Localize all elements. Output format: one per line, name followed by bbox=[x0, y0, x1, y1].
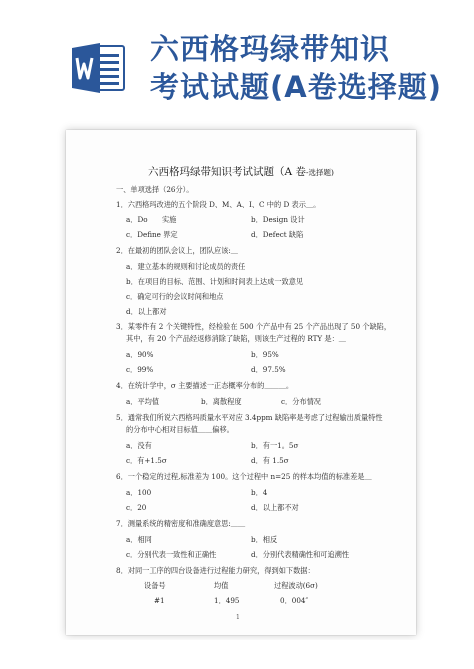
document-page bbox=[66, 130, 416, 635]
question-5-cont: 的分布中心相对目标值＿＿偏移。 bbox=[126, 425, 234, 434]
q4-option-c: c．分布情况 bbox=[281, 397, 321, 406]
q3-option-c: c．99% bbox=[126, 365, 154, 374]
q1-option-b: b．Design 设计 bbox=[251, 215, 305, 224]
q7-option-a: a．相同 bbox=[126, 535, 152, 544]
q5-option-a: a．没有 bbox=[126, 441, 152, 450]
page-number: 1 bbox=[236, 614, 240, 621]
footer-area bbox=[0, 640, 474, 669]
question-8: 8．对同一工序的四台设备进行过程能力研究，得到如下数据： bbox=[116, 566, 315, 575]
q1-option-a: a．Do 实施 bbox=[126, 215, 177, 224]
q6-option-c: c．20 bbox=[126, 503, 147, 512]
q5-option-d: d．有 1.5σ bbox=[251, 456, 289, 465]
question-7: 7．测量系统的精密度和准确度意思:＿＿ bbox=[116, 519, 246, 528]
q8-table-cell-mean: 1．495 bbox=[214, 596, 240, 605]
section-heading: 一、单项选择（26分）。 bbox=[116, 185, 194, 194]
header-banner bbox=[0, 0, 474, 130]
question-2: 2．在最初的团队会议上，团队应该:＿ bbox=[116, 246, 238, 255]
sheet-title-main: 六西格玛绿带知识考试试题（A 卷 bbox=[148, 166, 306, 178]
header-title bbox=[150, 30, 470, 106]
q8-table-header-variation: 过程波动(6σ) bbox=[274, 581, 318, 590]
q6-option-d: d．以上都不对 bbox=[251, 503, 299, 512]
q4-option-b: b．离散程度 bbox=[201, 397, 242, 406]
question-6: 6．一个稳定的过程,标准差为 100。这个过程中 n=25 的样本均值的标准差是＿ bbox=[116, 472, 372, 481]
q5-option-b: b．有一1。5σ bbox=[251, 441, 299, 450]
header-title-line2: 考试试题(A卷选择题) bbox=[150, 70, 442, 104]
q8-table-cell-variation: 0．004″ bbox=[280, 596, 309, 605]
q2-option-d: d．以上都对 bbox=[126, 307, 167, 316]
q3-option-b: b．95% bbox=[251, 350, 279, 359]
q8-table-cell-device: #1 bbox=[154, 596, 165, 605]
q1-option-d: d．Defect 缺陷 bbox=[251, 230, 304, 239]
question-3: 3．某零件有 2 个关键特性，经检验在 500 个产品中有 25 个产品出现了 50 个缺陷， bbox=[116, 322, 392, 331]
header-title-line1: 六西格玛绿带知识 bbox=[150, 32, 391, 66]
q6-option-b: b．4 bbox=[251, 488, 268, 497]
q8-table-header-mean: 均值 bbox=[214, 581, 229, 590]
q6-option-a: a．100 bbox=[126, 488, 152, 497]
question-3-cont: 其中，有 20 个产品经返修消除了缺陷，则该生产过程的 RTY 是：＿ bbox=[126, 334, 346, 343]
question-5: 5．通常我们所说六西格玛质量水平对应 3.4ppm 缺陷率是考虑了过程输出质量特性 bbox=[116, 413, 383, 422]
q3-option-a: a．90% bbox=[126, 350, 154, 359]
q3-option-d: d．97.5% bbox=[251, 365, 286, 374]
sheet-title bbox=[66, 164, 416, 179]
word-icon bbox=[70, 40, 126, 96]
question-4: 4．在统计学中，σ 主要描述一正态概率分布的＿＿＿。 bbox=[116, 381, 294, 390]
q2-option-b: b．在项目的目标、范围、计划和时间表上达成一致意见 bbox=[126, 277, 304, 286]
question-1: 1．六西格玛改进的五个阶段 D、M、A、I、C 中的 D 表示＿。 bbox=[116, 200, 321, 209]
q1-option-c: c．Define 界定 bbox=[126, 230, 178, 239]
q2-option-a: a．建立基本的规则和讨论成员的责任 bbox=[126, 262, 246, 271]
q7-option-b: b．相反 bbox=[251, 535, 278, 544]
q7-option-d: d．分别代表精确性和可追溯性 bbox=[251, 550, 350, 559]
sheet-title-sub: -选择题) bbox=[305, 168, 334, 177]
q2-option-c: c．确定可行的会议时间和地点 bbox=[126, 292, 224, 301]
q4-option-a: a．平均值 bbox=[126, 397, 160, 406]
q8-table-header-device: 设备号 bbox=[144, 581, 166, 590]
q7-option-c: c．分别代表一致性和正确性 bbox=[126, 550, 217, 559]
q5-option-c: c．有+1.5σ bbox=[126, 456, 167, 465]
